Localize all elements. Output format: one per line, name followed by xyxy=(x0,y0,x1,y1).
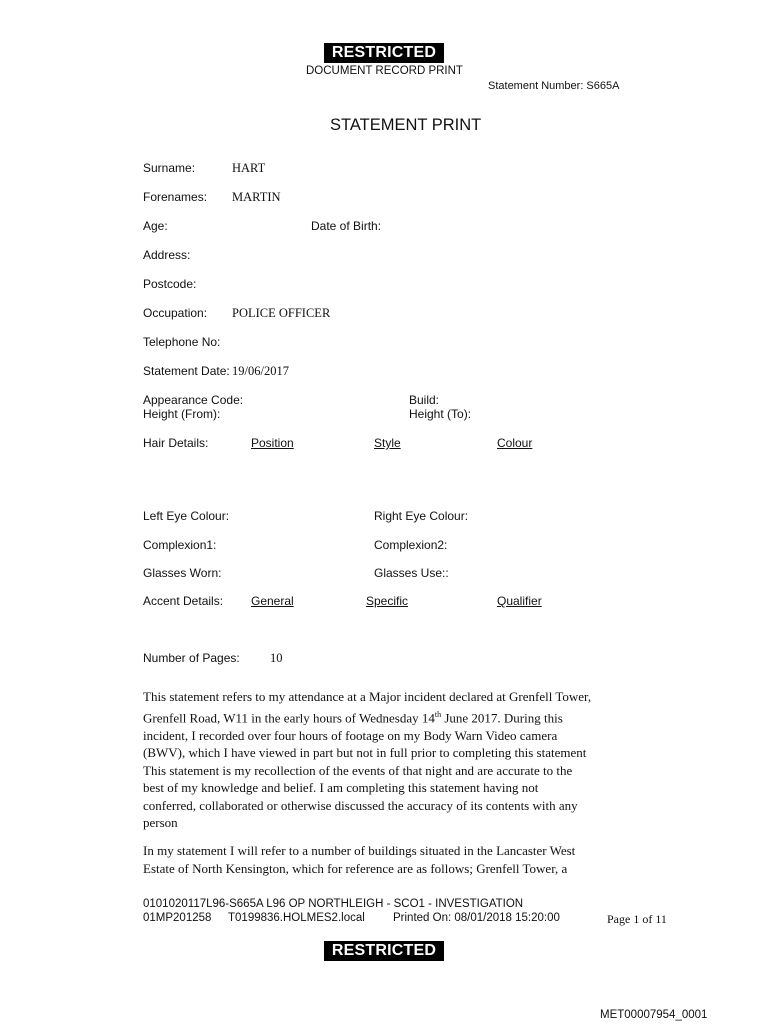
glasses-worn-label: Glasses Worn: xyxy=(143,566,222,580)
accent-qualifier-heading: Qualifier xyxy=(497,594,542,608)
statement-paragraph-2 xyxy=(143,842,663,877)
height-from-label: Height (From): xyxy=(143,407,221,421)
statement-paragraph-1 xyxy=(143,688,663,832)
occupation-label: Occupation: xyxy=(143,306,208,320)
page-count: Page 1 of 11 xyxy=(607,912,667,926)
occupation-value: POLICE OFFICER xyxy=(232,306,331,320)
statement-date-label: Statement Date: xyxy=(143,364,230,378)
number-of-pages-value: 10 xyxy=(270,651,283,665)
paragraph-line: best of my knowledge and belief. I am completing this statement having not xyxy=(143,780,539,796)
statement-number: Statement Number: S665A xyxy=(488,80,620,92)
surname-label: Surname: xyxy=(143,161,196,175)
footer-host: T0199836.HOLMES2.local xyxy=(228,912,365,924)
telephone-label: Telephone No: xyxy=(143,335,221,349)
postcode-label: Postcode: xyxy=(143,277,197,291)
build-label: Build: xyxy=(409,393,440,407)
left-eye-label: Left Eye Colour: xyxy=(143,509,230,523)
paragraph-line xyxy=(143,706,663,727)
paragraph-line: incident, I recorded over four hours of footage on my Body Warn Video camera xyxy=(143,727,558,743)
paragraph-line: This statement refers to my attendance at a Major incident declared at Grenfell Tower, xyxy=(143,689,592,704)
statement-date-value: 19/06/2017 xyxy=(232,364,289,378)
document-subtitle: DOCUMENT RECORD PRINT xyxy=(306,65,463,77)
accent-specific-heading: Specific xyxy=(366,594,409,608)
number-of-pages-label: Number of Pages: xyxy=(143,651,240,665)
hair-position-heading: Position xyxy=(251,436,294,450)
complexion2-label: Complexion2: xyxy=(374,538,448,552)
line-text: Grenfell Road, W11 in the early hours of Wednesday 14 xyxy=(143,709,435,725)
forenames-label: Forenames: xyxy=(143,190,208,204)
paragraph-line: (BWV), which I have viewed in part but not in full prior to completing this statement xyxy=(143,745,587,761)
paragraph-line: Estate of North Kensington, which for reference are as follows; Grenfell Tower, a xyxy=(143,860,568,876)
hair-colour-heading: Colour xyxy=(497,436,533,450)
age-label: Age: xyxy=(143,219,168,233)
line-text: June 2017. During this xyxy=(441,709,563,725)
right-eye-label: Right Eye Colour: xyxy=(374,509,469,523)
appearance-code-label: Appearance Code: xyxy=(143,393,244,407)
document-id: MET00007954_0001 xyxy=(600,1009,708,1021)
footer-reference-line: 0101020117L96-S665A L96 OP NORTHLEIGH - SCO1 - INVESTIGATION xyxy=(143,898,524,910)
hair-style-heading: Style xyxy=(374,436,401,450)
classification-banner-top: RESTRICTED xyxy=(324,43,444,63)
hair-details-label: Hair Details: xyxy=(143,436,209,450)
glasses-use-label: Glasses Use:: xyxy=(374,566,449,580)
height-to-label: Height (To): xyxy=(409,407,472,421)
page-title: STATEMENT PRINT xyxy=(330,116,482,134)
complexion1-label: Complexion1: xyxy=(143,538,217,552)
footer-printed-on: Printed On: 08/01/2018 15:20:00 xyxy=(393,912,560,924)
superscript-ordinal: th xyxy=(434,709,442,719)
paragraph-line: In my statement I will refer to a number of buildings situated in the Lancaster West xyxy=(143,843,576,858)
classification-banner-bottom: RESTRICTED xyxy=(324,941,444,961)
surname-value: HART xyxy=(232,161,266,175)
accent-general-heading: General xyxy=(251,594,294,608)
paragraph-line: conferred, collaborated or otherwise discussed the accuracy of its contents with any xyxy=(143,797,578,813)
forenames-value: MARTIN xyxy=(232,190,281,204)
dob-label: Date of Birth: xyxy=(311,219,382,233)
paragraph-line: This statement is my recollection of the events of that night and are accurate to the xyxy=(143,762,573,778)
address-label: Address: xyxy=(143,248,191,262)
footer-ref-id: 01MP201258 xyxy=(143,912,212,924)
accent-details-label: Accent Details: xyxy=(143,594,224,608)
paragraph-line: person xyxy=(143,815,178,831)
